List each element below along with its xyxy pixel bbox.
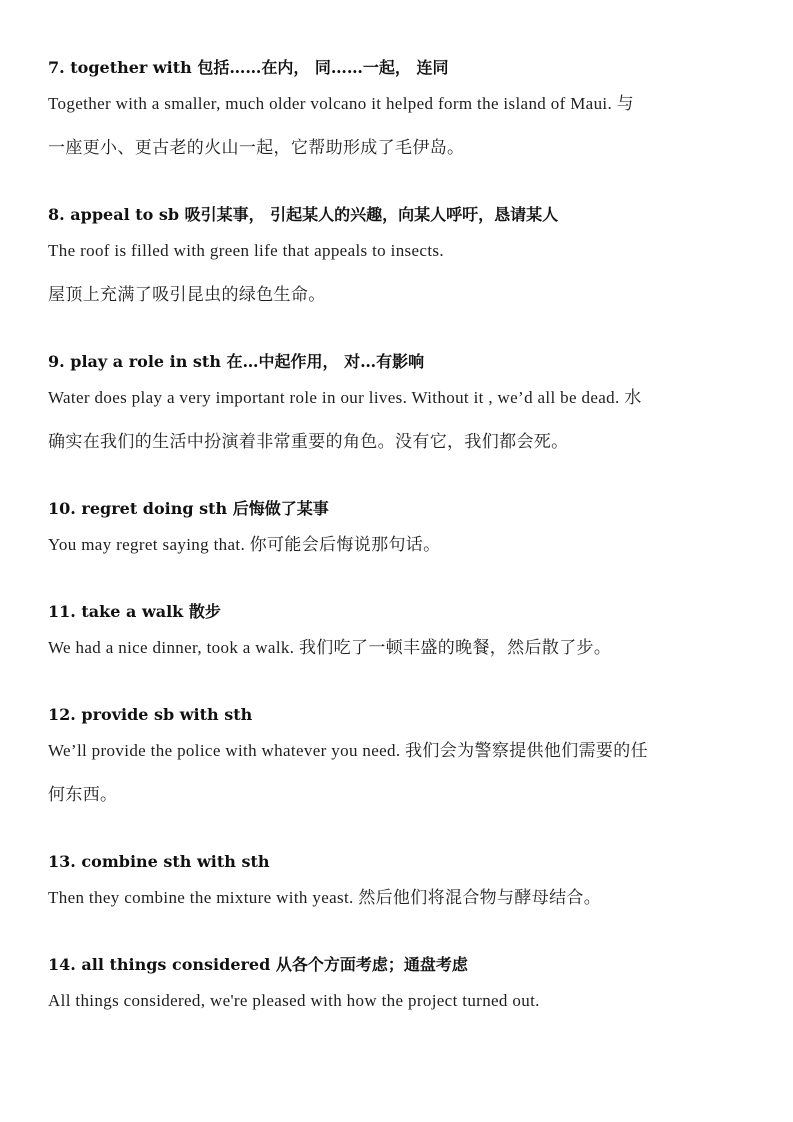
example-sentence <box>48 376 758 464</box>
example-line: Water does play a very important role in our lives. Without it , we’d all be dead. 水 <box>48 388 642 407</box>
phrase-heading: 11. take a walk 散步 <box>48 602 221 621</box>
example-line: The roof is filled with green life that appeals to insects. <box>48 241 444 260</box>
example-line: All things considered, we're pleased with how the project turned out. <box>48 991 540 1010</box>
example-line: We’ll provide the police with whatever you need. 我们会为警察提供他们需要的任 <box>48 741 648 760</box>
phrase-heading: 9. play a role in sth 在…中起作用， 对…有影响 <box>48 352 425 371</box>
example-line: We had a nice dinner, took a walk. 我们吃了一顿丰盛的晚餐，然后散了步。 <box>48 638 612 657</box>
example-sentence <box>48 523 758 567</box>
example-line: 确实在我们的生活中扮演着非常重要的角色。没有它，我们都会死。 <box>48 432 569 451</box>
example-sentence <box>48 82 758 170</box>
example-sentence <box>48 876 758 920</box>
phrase-entry-12 <box>48 701 758 817</box>
phrase-entry-10 <box>48 495 758 567</box>
example-sentence <box>48 729 758 817</box>
document-page <box>48 54 758 1023</box>
example-line: 何东西。 <box>48 785 118 804</box>
phrase-heading: 8. appeal to sb 吸引某事， 引起某人的兴趣，向某人呼吁，恳请某人 <box>48 205 559 224</box>
example-line: 屋顶上充满了吸引昆虫的绿色生命。 <box>48 285 326 304</box>
example-sentence <box>48 626 758 670</box>
phrase-heading: 14. all things considered 从各个方面考虑；通盘考虑 <box>48 955 468 974</box>
phrase-heading: 7. together with 包括……在内， 同……一起， 连同 <box>48 58 449 77</box>
example-line: Then they combine the mixture with yeast. 然后他们将混合物与酵母结合。 <box>48 888 602 907</box>
phrase-heading: 10. regret doing sth 后悔做了某事 <box>48 499 329 518</box>
phrase-entry-11 <box>48 598 758 670</box>
phrase-entry-9 <box>48 348 758 464</box>
phrase-entry-13 <box>48 848 758 920</box>
example-line: Together with a smaller, much older volcano it helped form the island of Maui. 与 <box>48 94 635 113</box>
example-line: 一座更小、更古老的火山一起，它帮助形成了毛伊岛。 <box>48 138 465 157</box>
phrase-entry-7 <box>48 54 758 170</box>
example-line: You may regret saying that. 你可能会后悔说那句话。 <box>48 535 441 554</box>
phrase-entry-8 <box>48 201 758 317</box>
phrase-entry-14 <box>48 951 758 1023</box>
example-sentence <box>48 979 758 1023</box>
example-sentence <box>48 229 758 317</box>
phrase-heading: 12. provide sb with sth <box>48 705 253 724</box>
phrase-heading: 13. combine sth with sth <box>48 852 270 871</box>
